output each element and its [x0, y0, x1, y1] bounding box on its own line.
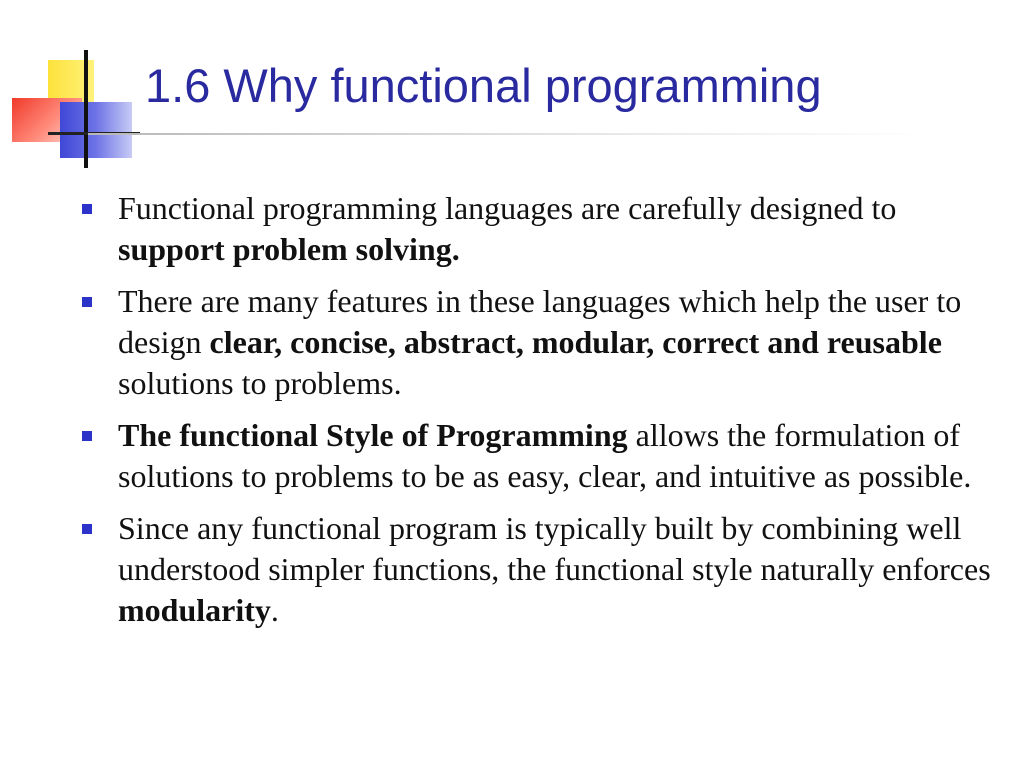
- square-bullet-icon: [82, 204, 92, 214]
- square-bullet-icon: [82, 524, 92, 534]
- bullet-item: [80, 508, 1010, 631]
- bullet-text-segment: Functional programming languages are carefully designed to: [118, 190, 897, 226]
- bullet-text-segment: Since any functional program is typically built by combining well understood simpler functions, the functional style naturally enforces: [118, 510, 991, 587]
- corner-logo-graphic: [0, 0, 160, 200]
- square-bullet-icon: [82, 431, 92, 441]
- bullet-text-segment: .: [270, 592, 279, 628]
- logo-blue-square: [60, 102, 132, 158]
- logo-vertical-line: [84, 50, 88, 168]
- bullet-text-segment: solutions to problems.: [118, 365, 402, 401]
- slide-title: 1.6 Why functional programming: [145, 59, 822, 112]
- bullet-item: [80, 281, 1010, 404]
- bullet-list: [80, 188, 1010, 642]
- title-underline: [88, 133, 928, 135]
- bullet-bold-segment: The functional Style of Programming: [118, 417, 628, 453]
- square-bullet-icon: [82, 297, 92, 307]
- bullet-item: [80, 188, 1010, 270]
- bullet-bold-segment: clear, concise, abstract, modular, correct and reusable: [209, 324, 942, 360]
- bullet-bold-segment: support problem solving.: [118, 231, 460, 267]
- bullet-text-segment: There are many features in these languages which help the user to design: [118, 283, 962, 360]
- bullet-bold-segment: modularity: [118, 592, 271, 628]
- bullet-item: [80, 415, 1010, 497]
- bullet-text-segment: allows the formulation of solutions to problems to be as easy, clear, and intuitive as possible.: [118, 417, 972, 494]
